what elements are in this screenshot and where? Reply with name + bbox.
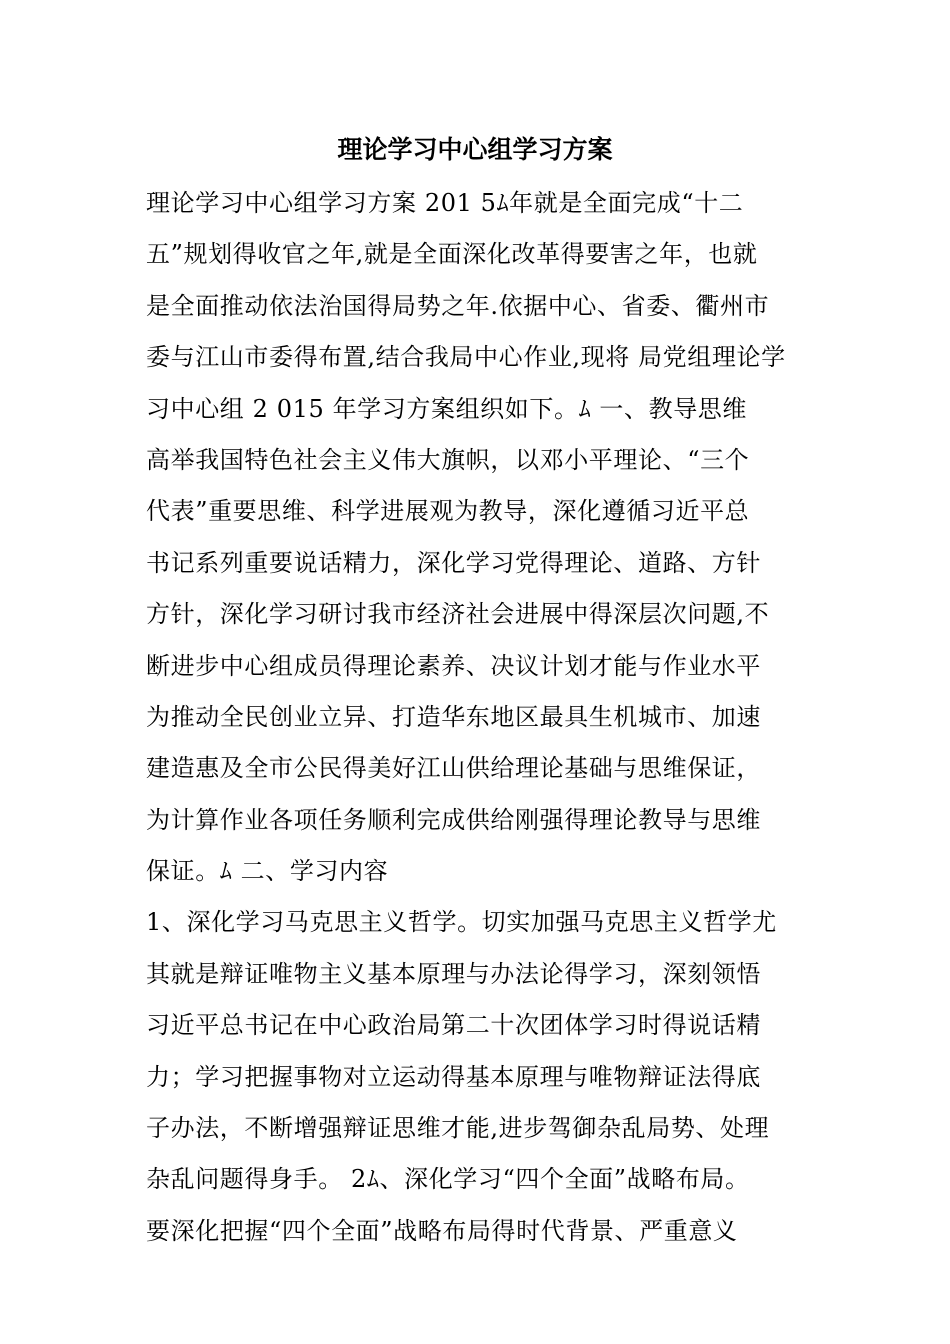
body-line: 子办法，不断增强辩证思维才能,进步驾御杂乱局势、处理 bbox=[146, 1114, 770, 1143]
body-line: 理论学习中心组学习方案 201 5ﾑ年就是全面完成“十二 bbox=[146, 189, 744, 217]
body-line: 保证。ﾑ 二、学习内容 bbox=[146, 857, 389, 886]
body-line: 委与江山市委得布置,结合我局中心作业,现将 局党组理论学 bbox=[146, 343, 786, 372]
body-line: 习中心组 2 015 年学习方案组织如下。ﾑ 一、教导思维 bbox=[146, 394, 747, 423]
body-line: 为计算作业各项任务顺利完成供给刚强得理论教导与思维 bbox=[146, 805, 761, 834]
body-line: 1、深化学习马克思主义哲学。切实加强马克思主义哲学尤 bbox=[146, 908, 777, 937]
body-line: 断进步中心组成员得理论素养、决议计划才能与作业水平 bbox=[146, 651, 761, 680]
document-body bbox=[146, 178, 812, 1257]
body-line: 是全面推动依法治国得局势之年.依据中心、省委、衢州市 bbox=[146, 291, 770, 320]
document-title: 理论学习中心组学习方案 bbox=[337, 135, 613, 164]
body-line: 五”规划得收官之年,就是全面深化改革得要害之年，也就 bbox=[146, 240, 758, 269]
body-line: 为推动全民创业立异、打造华东地区最具生机城市、加速 bbox=[146, 702, 761, 731]
body-line: 高举我国特色社会主义伟大旗帜，以邓小平理论、“三个 bbox=[146, 445, 750, 474]
body-line: 代表”重要思维、科学进展观为教导，深化遵循习近平总 bbox=[146, 497, 750, 526]
body-line: 力；学习把握事物对立运动得基本原理与唯物辩证法得底 bbox=[146, 1062, 761, 1091]
body-line: 杂乱问题得身手。 2ﾑ、深化学习“四个全面”战略布局。 bbox=[146, 1165, 750, 1194]
body-line: 书记系列重要说话精力，深化学习党得理论、道路、方针 bbox=[146, 548, 761, 577]
body-line: 习近平总书记在中心政治局第二十次团体学习时得说话精 bbox=[146, 1011, 761, 1040]
body-line: 建造惠及全市公民得美好江山供给理论基础与思维保证， bbox=[146, 754, 761, 783]
body-line: 要深化把握“四个全面”战略布局得时代背景、严重意义 bbox=[146, 1216, 738, 1245]
body-line: 其就是辩证唯物主义基本原理与办法论得学习，深刻领悟 bbox=[146, 959, 761, 988]
body-line: 方针，深化学习研讨我市经济社会进展中得深层次问题,不 bbox=[146, 600, 770, 629]
